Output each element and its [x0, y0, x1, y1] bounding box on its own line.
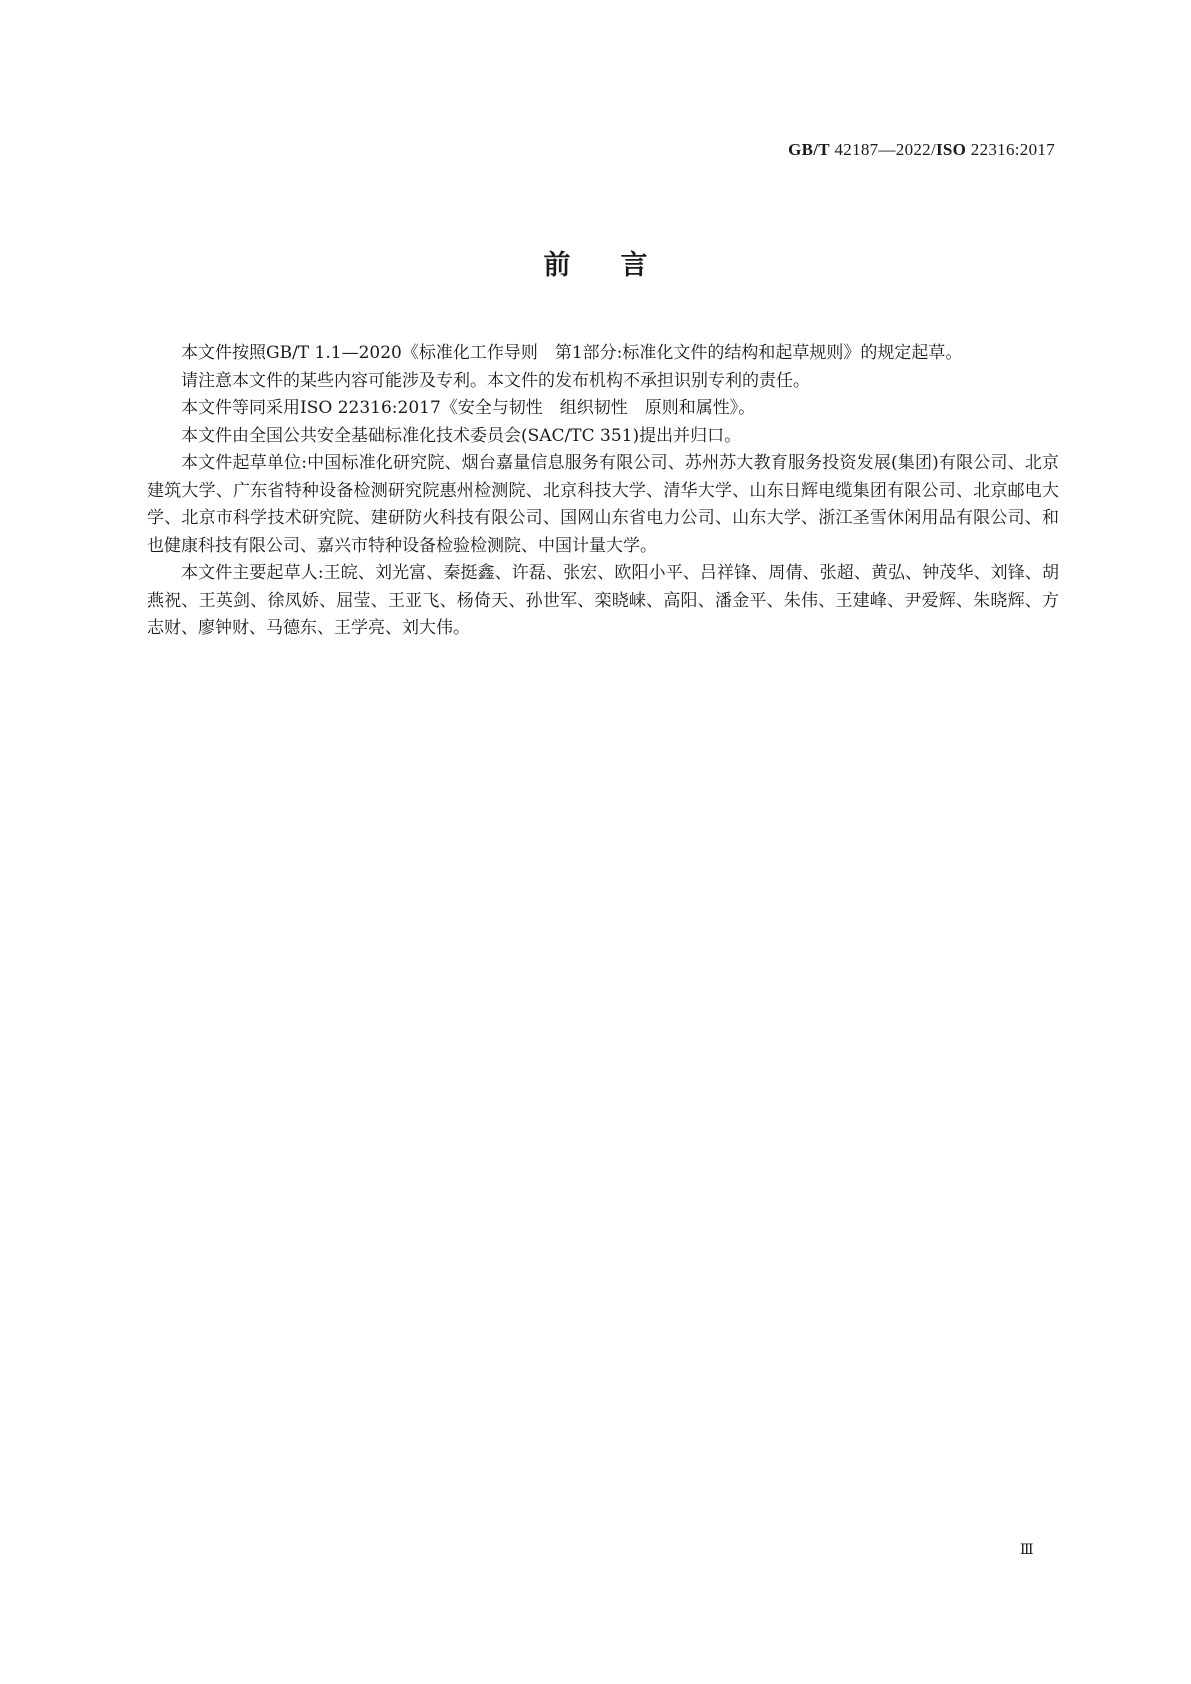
- page-title: 前言: [543, 250, 698, 281]
- paragraph-drafting-units: 本文件起草单位:中国标准化研究院、烟台嘉量信息服务有限公司、苏州苏大教育服务投资发展(集团)有限公司、北京建筑大学、广东省特种设备检测研究院惠州检测院、北京科技大学、清华大学、山东日辉电缆集团有限公司、北京邮电大学、北京市科学技术研究院、建研防火科技有限公司、国网山东省电力公司、山东大学、浙江圣雪休闲用品有限公司、和也健康科技有限公司、嘉兴市特种设备检验检测院、中国计量大学。: [147, 453, 1059, 556]
- paragraph-iso-adoption: 本文件等同采用ISO 22316:2017《安全与韧性 组织韧性 原则和属性》。: [181, 398, 756, 418]
- paragraph-patent-notice: 请注意本文件的某些内容可能涉及专利。本文件的发布机构不承担识别专利的责任。: [181, 370, 810, 391]
- foreword-body: [147, 340, 1059, 643]
- iso-prefix: ISO: [936, 140, 967, 159]
- standard-number: 42187—2022/: [829, 140, 937, 159]
- paragraph-committee: 本文件由全国公共安全基础标准化技术委员会(SAC/TC 351)提出并归口。: [181, 425, 742, 446]
- standard-prefix: GB/T: [788, 140, 830, 159]
- page-number: Ⅲ: [1020, 1543, 1034, 1558]
- iso-number: 22316:2017: [966, 140, 1055, 159]
- paragraph-drafters: 本文件主要起草人:王皖、刘光富、秦挺鑫、许磊、张宏、欧阳小平、吕祥锋、周倩、张超、黄弘、钟茂华、刘锋、胡燕祝、王英剑、徐凤娇、屈莹、王亚飞、杨倚天、孙世军、栾晓崃、高阳、潘金平、朱伟、王建峰、尹爱辉、朱晓辉、方志财、廖钟财、马德东、王学亮、刘大伟。: [147, 563, 1059, 638]
- paragraph-drafting-rules: 本文件按照GB/T 1.1—2020《标准化工作导则 第1部分:标准化文件的结构和起草规则》的规定起草。: [181, 343, 963, 363]
- standard-code-header: [788, 140, 1055, 160]
